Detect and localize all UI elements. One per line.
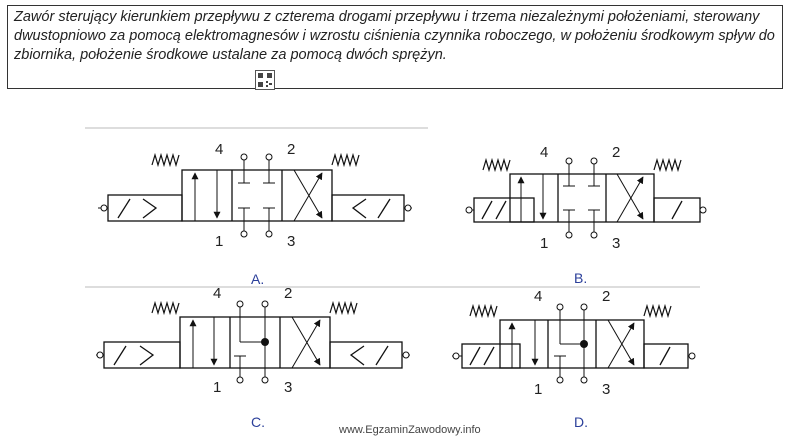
- port-label-1: 1: [540, 235, 549, 252]
- footer-watermark: www.EgzaminZawodowy.info: [339, 424, 481, 436]
- port-label-3: 3: [287, 233, 296, 250]
- port-label-2: 2: [284, 285, 293, 302]
- port-label-1: 1: [215, 233, 224, 250]
- diagram-b: [466, 144, 706, 286]
- port-label-4: 4: [213, 285, 222, 302]
- port-label-2: 2: [602, 288, 611, 305]
- port-label-4: 4: [215, 141, 224, 158]
- option-label-c[interactable]: C.: [251, 414, 265, 430]
- port-label-4: 4: [534, 288, 543, 305]
- port-label-1: 1: [213, 379, 222, 396]
- option-label-d[interactable]: D.: [574, 414, 588, 430]
- diagram-d: [452, 288, 695, 430]
- port-label-3: 3: [602, 381, 611, 398]
- port-label-4: 4: [540, 144, 549, 161]
- option-label-b[interactable]: B.: [574, 270, 588, 286]
- port-label-3: 3: [612, 235, 621, 252]
- port-label-2: 2: [612, 144, 621, 161]
- port-label-2: 2: [287, 141, 296, 158]
- diagram-c: [96, 285, 410, 430]
- option-label-a[interactable]: A.: [251, 271, 265, 287]
- question-text: Zawór sterujący kierunkiem przepływu z czterema drogami przepływu i trzema niezależnymi położeniami, sterowany dwustopniowo za pomocą elektromagnesów i wzrostu ciśnienia czynnika roboczego, w położeniu środkowym spływ do zbiornika, położenie środkowe ustalane za pomocą dwóch sprężyn.: [14, 9, 775, 63]
- diagram-a: [98, 141, 412, 287]
- port-label-1: 1: [534, 381, 543, 398]
- port-label-3: 3: [284, 379, 293, 396]
